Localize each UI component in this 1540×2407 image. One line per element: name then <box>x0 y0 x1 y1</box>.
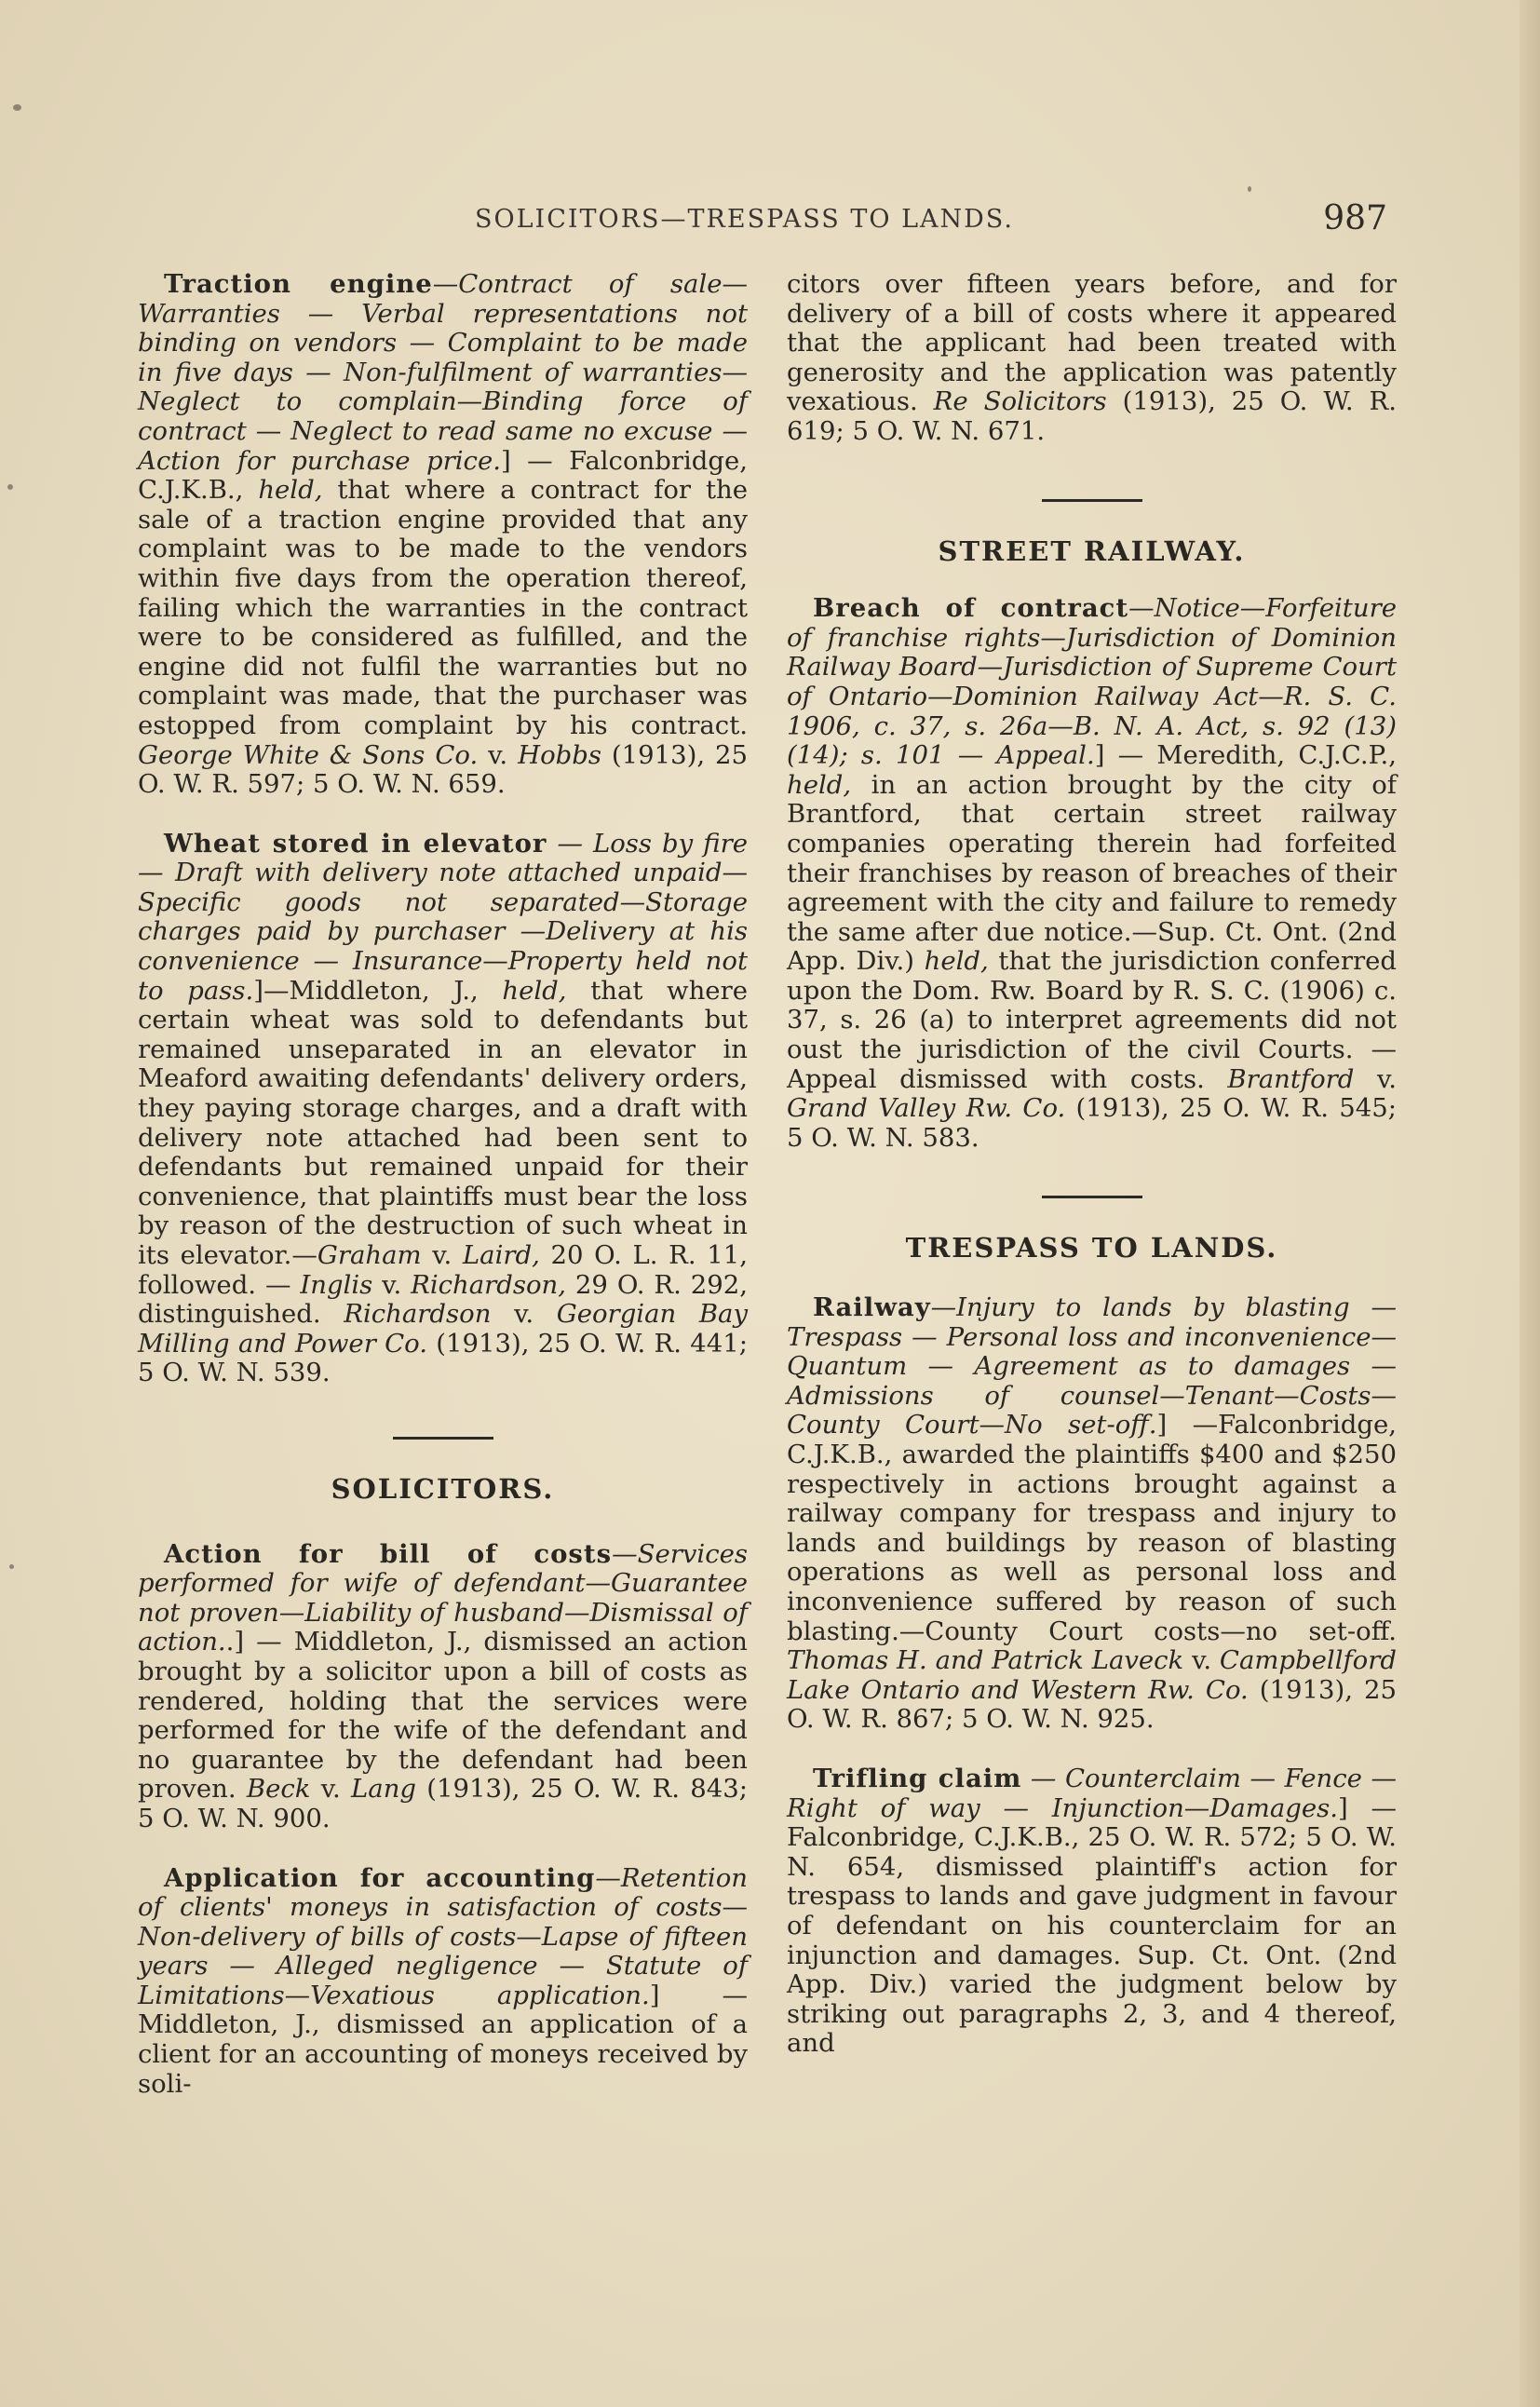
held-word: held, <box>924 946 989 977</box>
citation: (1913), 25 O. W. R. 619; 5 O. W. N. 671. <box>787 386 1397 446</box>
left-column <box>138 270 748 2099</box>
headword: Application for accounting <box>164 1862 596 1893</box>
held-word: held, <box>258 475 323 506</box>
citation: (1913), 25 O. W. R. 843; 5 O. W. N. 900. <box>138 1774 749 1833</box>
spacer <box>787 1198 1397 1234</box>
entry-railway <box>787 1293 1397 1735</box>
judge-text: ] — Falconbridge, C.J.K.B., <box>138 445 748 506</box>
case-versus: v. <box>478 739 519 770</box>
catchwords: —Retention of clients' moneys in satisfaction of costs—Non-delivery of bills of costs—Lapse of fifteen years — Alleged negligence — Statute of Limitations—Vexatious application. <box>138 1862 748 2010</box>
entry-continuation <box>787 270 1397 447</box>
entry-traction-engine <box>138 270 748 800</box>
entry-body: that the jurisdiction conferred upon the Dom. Rw. Board by R. S. C. (1906) c. 37, s. 26 (a) to interpret agreements did not oust the jurisdiction of the civil Courts. — Appeal dismissed with costs. <box>787 946 1397 1094</box>
spacer <box>138 1834 748 1864</box>
entry-body: ] — Falconbridge, C.J.K.B., 25 O. W. R. 572; 5 O. W. N. 654, dismissed plaintiff's action for trespass to lands and gave judgment in favour of defendant on his counterclaim for an injunction and damages. Sup. Ct. Ont. (2nd App. Div.) varied the judgment below by striking out paragraphs 2, 3, and 4 thereof, and <box>787 1792 1397 2059</box>
held-word: held, <box>787 769 852 800</box>
held-word: held, <box>502 975 567 1006</box>
entry-body: that where a contract for the sale of a traction engine provided that any complaint was to be made to the vendors within five days from the operation thereof, failing which the warranties in the contract were to be considered as fulfilled, and the engine did not fulfil the warranties but no complaint was made, that the purchaser was estopped from complaint by his contract. <box>138 475 748 740</box>
right-column <box>787 270 1397 2059</box>
citation: (1913), 25 O. W. R. 867; 5 O. W. N. 925. <box>787 1674 1397 1735</box>
running-head: SOLICITORS—TRESPASS TO LANDS. <box>475 205 1014 234</box>
entry-action-bill-of-costs <box>138 1540 748 1834</box>
section-title-solicitors: SOLICITORS. <box>331 1472 555 1505</box>
citation: (1913), 25 O. W. R. 545; 5 O. W. N. 583. <box>787 1093 1398 1153</box>
entry-wheat-stored <box>138 830 748 1388</box>
case-name: Richardson, <box>411 1269 566 1300</box>
case-name: Thomas H. and Patrick Laveck <box>787 1645 1184 1676</box>
case-versus: v. <box>1183 1645 1220 1676</box>
spacer <box>787 1735 1397 1765</box>
spacer <box>787 447 1397 499</box>
catchwords: —Injury to lands by blasting —Trespass — Personal loss and inconvenience—Quantum — Agreement as to damages — Admissions of counsel—Tenant—Costs—County Court—No set-off. <box>787 1292 1397 1440</box>
headword: Breach of contract <box>813 593 1129 624</box>
catchwords: —Services performed for wife of defendant—Guarantee not proven—Liability of husband—Dismissal of action. <box>138 1538 748 1657</box>
section-title-trespass-to-lands: TRESPASS TO LANDS. <box>905 1232 1278 1264</box>
spacer <box>138 1388 748 1437</box>
page-number: 987 <box>1323 199 1387 237</box>
entry-body: in an action brought by the city of Brantford, that certain street railway companies operating therein had forfeited their franchises by reason of breaches of their agreement with the city and failure to remedy the same after due notice.—Sup. Ct. Ont. (2nd App. Div.) <box>787 769 1397 977</box>
page-header <box>466 199 1397 251</box>
entry-trifling-claim <box>787 1765 1397 2059</box>
entry-body: ] —Falconbridge, C.J.K.B., awarded the plaintiffs $400 and $250 respectively in actions brought against a railway company for trespass and injury to lands and buildings by reason of blasting operations as well as personal loss and inconvenience suffered by reason of such blasting.—County Court costs—no set-off. <box>787 1410 1397 1646</box>
citation: (1913), 25 O. W. R. 441; 5 O. W. N. 539. <box>138 1328 748 1388</box>
spacer <box>787 566 1397 594</box>
spacer <box>138 800 748 830</box>
case-name: Brantford <box>1227 1063 1355 1094</box>
entry-body: citors over fifteen years before, and for delivery of a bill of costs where it appeared that the applicant had been treated with generosity and the application was patently vexatious. <box>787 269 1397 417</box>
entry-body: ] — Middleton, J., dismissed an application of a client for an accounting of moneys received by soli- <box>138 1980 748 2099</box>
case-name: Beck <box>246 1774 311 1805</box>
headword: Railway <box>813 1292 931 1323</box>
case-name: Inglis <box>300 1269 373 1300</box>
case-name: Grand Valley Rw. Co. <box>787 1093 1066 1124</box>
margin-speck <box>13 104 21 111</box>
case-versus: v. <box>491 1299 557 1330</box>
case-name: Campbellford Lake Ontario and Western Rw. Co. <box>787 1645 1397 1705</box>
entry-breach-of-contract <box>787 594 1397 1153</box>
spacer <box>138 1440 748 1475</box>
case-name: Lang <box>351 1774 417 1805</box>
entry-body: .] — Middleton, J., dismissed an action brought by a solicitor upon a bill of costs as rendered, holding that the services were performed for the wife of the defendant and no guarantee by the defendant had been proven. <box>138 1627 748 1805</box>
headword: Wheat stored in elevator <box>164 828 547 859</box>
case-name: Laird, <box>462 1240 540 1270</box>
case-name: Georgian Bay Milling and Power Co. <box>138 1299 748 1359</box>
entry-body: that where certain wheat was sold to defendants but remained unseparated in an elevator in Meaford awaiting defendants' delivery orders, they paying storage charges, and a draft with delivery note attached had been sent to defendants but remained unpaid for their convenience, that plaintiffs must bear the loss by reason of the destruction of such wheat in its elevator.— <box>138 975 748 1270</box>
margin-speck <box>7 484 13 490</box>
case-name: Richardson <box>344 1299 492 1330</box>
case-name: Re Solicitors <box>933 386 1107 417</box>
spacer <box>787 1264 1397 1293</box>
citation: 29 O. R. 292, distinguished. <box>138 1269 748 1330</box>
spacer <box>138 1505 748 1540</box>
headword: Action for bill of costs <box>164 1538 613 1569</box>
spacer <box>787 502 1397 537</box>
margin-speck <box>1248 186 1251 192</box>
case-versus: v. <box>310 1774 352 1805</box>
catchwords: —Notice—Forfeiture of franchise rights—Jurisdiction of Dominion Railway Board—Jurisdiction of Supreme Court of Ontario—Dominion Railway Act—R. S. C. 1906, c. 37, s. 26a—B. N. A. Act, s. 92 (13) (14); s. 101 — Appeal. <box>787 593 1397 771</box>
margin-speck <box>9 1564 14 1569</box>
catchwords: — Counterclaim — Fence — Right of way — Injunction—Damages. <box>787 1763 1397 1823</box>
judge-text: ]—Middleton, J., <box>253 975 503 1006</box>
spacer <box>787 1153 1397 1196</box>
case-name: Graham <box>317 1240 422 1270</box>
case-versus: v. <box>421 1240 463 1270</box>
catchwords: — Loss by fire — Draft with delivery note attached unpaid—Specific goods not separated—Storage charges paid by purchaser —Delivery at his convenience — Insurance—Property held not to pass. <box>138 828 748 1006</box>
judge-text: ] — Meredith, C.J.C.P., <box>1094 740 1397 771</box>
case-versus: v. <box>1354 1063 1397 1094</box>
headword: Traction engine <box>164 269 433 299</box>
headword: Trifling claim <box>813 1763 1022 1793</box>
case-name: Hobbs <box>518 739 601 770</box>
citation: (1913), 25 O. W. R. 597; 5 O. W. N. 659. <box>138 739 748 800</box>
catchwords: —Contract of sale—Warranties — Verbal representations not binding on vendors — Complaint to be made in five days — Non-fulfilment of warranties—Neglect to complain—Binding force of contract — Neglect to read same no excuse — Action for purchase price. <box>138 269 749 476</box>
case-versus: v. <box>372 1269 412 1300</box>
citation: 20 O. L. R. 11, followed. — <box>138 1240 749 1300</box>
section-title-street-railway: STREET RAILWAY. <box>938 534 1246 567</box>
page-edge-shadow <box>1520 0 1540 2407</box>
entry-application-for-accounting <box>138 1864 748 2100</box>
case-name: George White & Sons Co. <box>138 739 479 770</box>
